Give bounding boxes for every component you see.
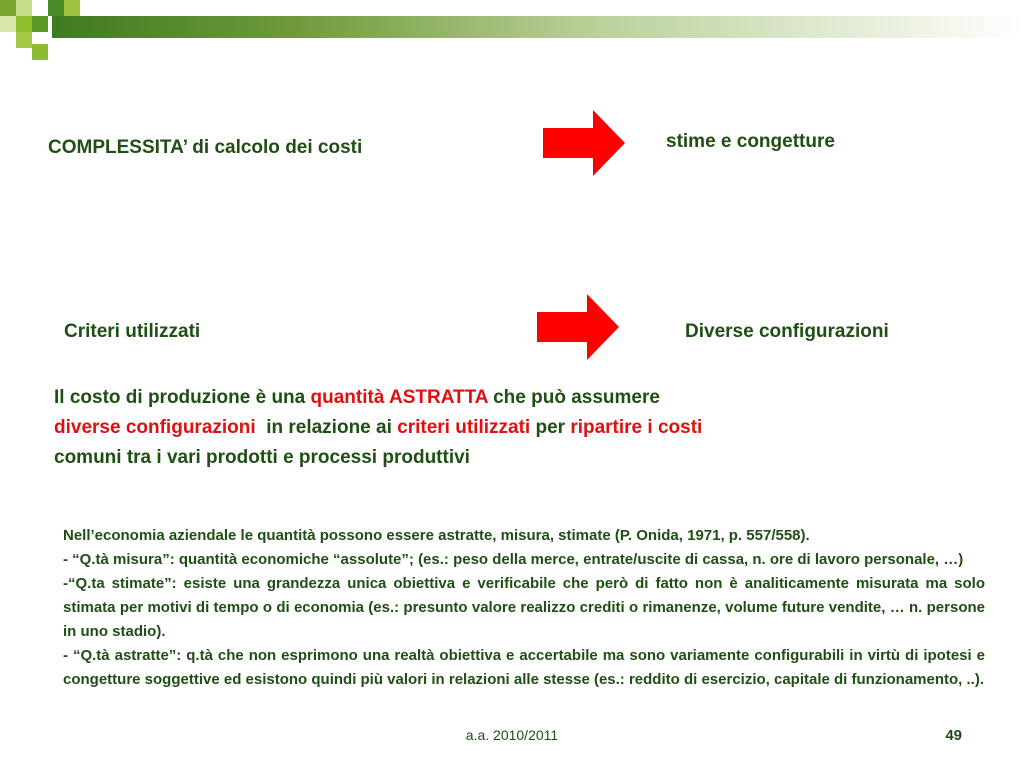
- text-span: comuni tra i vari prodotti e processi produttivi: [54, 447, 470, 468]
- note-stimate: -“Q.ta stimate”: esiste una grandezza unica obiettiva e verificabile che però di fatto non è analiticamente misurata ma solo stimata per motivi di tempo o di economia (es.: presunto valore realizzo crediti o rimanenze, volume future vendite, … n. persone in uno stadio).: [63, 575, 985, 640]
- decor-square: [32, 16, 48, 32]
- text-span: in relazione ai: [255, 417, 398, 438]
- decor-square: [0, 0, 16, 16]
- estimates-label: stime e congetture: [666, 131, 835, 152]
- decor-square: [32, 44, 48, 60]
- note-astratte: - “Q.tà astratte”: q.tà che non esprimono una realtà obiettiva e accertabile ma sono variamente configurabili in virtù di ipotesi e congetture soggettive ed esistono quindi più valori in relazioni alle stesse (es.: reddito di esercizio, capitale di funzionamento, ..).: [63, 647, 985, 688]
- decor-square: [16, 16, 32, 32]
- right-arrow-icon: [543, 110, 625, 176]
- decor-square: [16, 0, 32, 16]
- highlight-span: ripartire i costi: [570, 417, 703, 438]
- page-number: 49: [945, 727, 962, 744]
- decor-square: [0, 16, 16, 32]
- highlight-span: quantità ASTRATTA: [310, 387, 488, 408]
- highlight-span: criteri utilizzati: [397, 417, 531, 438]
- highlight-span: diverse configurazioni: [54, 417, 256, 438]
- text-span: che può assumere: [487, 387, 660, 408]
- notes-block: [63, 524, 985, 692]
- right-arrow-icon: [537, 294, 619, 360]
- text-span: per: [530, 417, 571, 438]
- paragraph-line: [54, 383, 954, 413]
- note-onida: Nell’economia aziendale le quantità possono essere astratte, misura, stimate (P. Onida, 1971, p. 557/558).: [63, 527, 810, 544]
- academic-year-footer: a.a. 2010/2011: [465, 727, 559, 743]
- header-gradient-bar: [52, 16, 1024, 38]
- paragraph-line: [54, 413, 954, 443]
- decor-square: [16, 32, 32, 48]
- header-decoration: [0, 0, 1024, 62]
- text-span: Il costo di produzione è una: [54, 387, 311, 408]
- decor-square: [64, 0, 80, 16]
- configurations-label: Diverse configurazioni: [685, 321, 889, 342]
- cost-definition-paragraph: [54, 383, 954, 473]
- complexity-label: COMPLESSITA’ di calcolo dei costi: [48, 137, 363, 158]
- note-misura: - “Q.tà misura”: quantità economiche “assolute”; (es.: peso della merce, entrate/uscite di cassa, n. ore di lavoro personale, …): [63, 551, 964, 568]
- paragraph-line: [54, 443, 954, 473]
- criteria-label: Criteri utilizzati: [64, 321, 201, 342]
- decor-square: [48, 0, 64, 16]
